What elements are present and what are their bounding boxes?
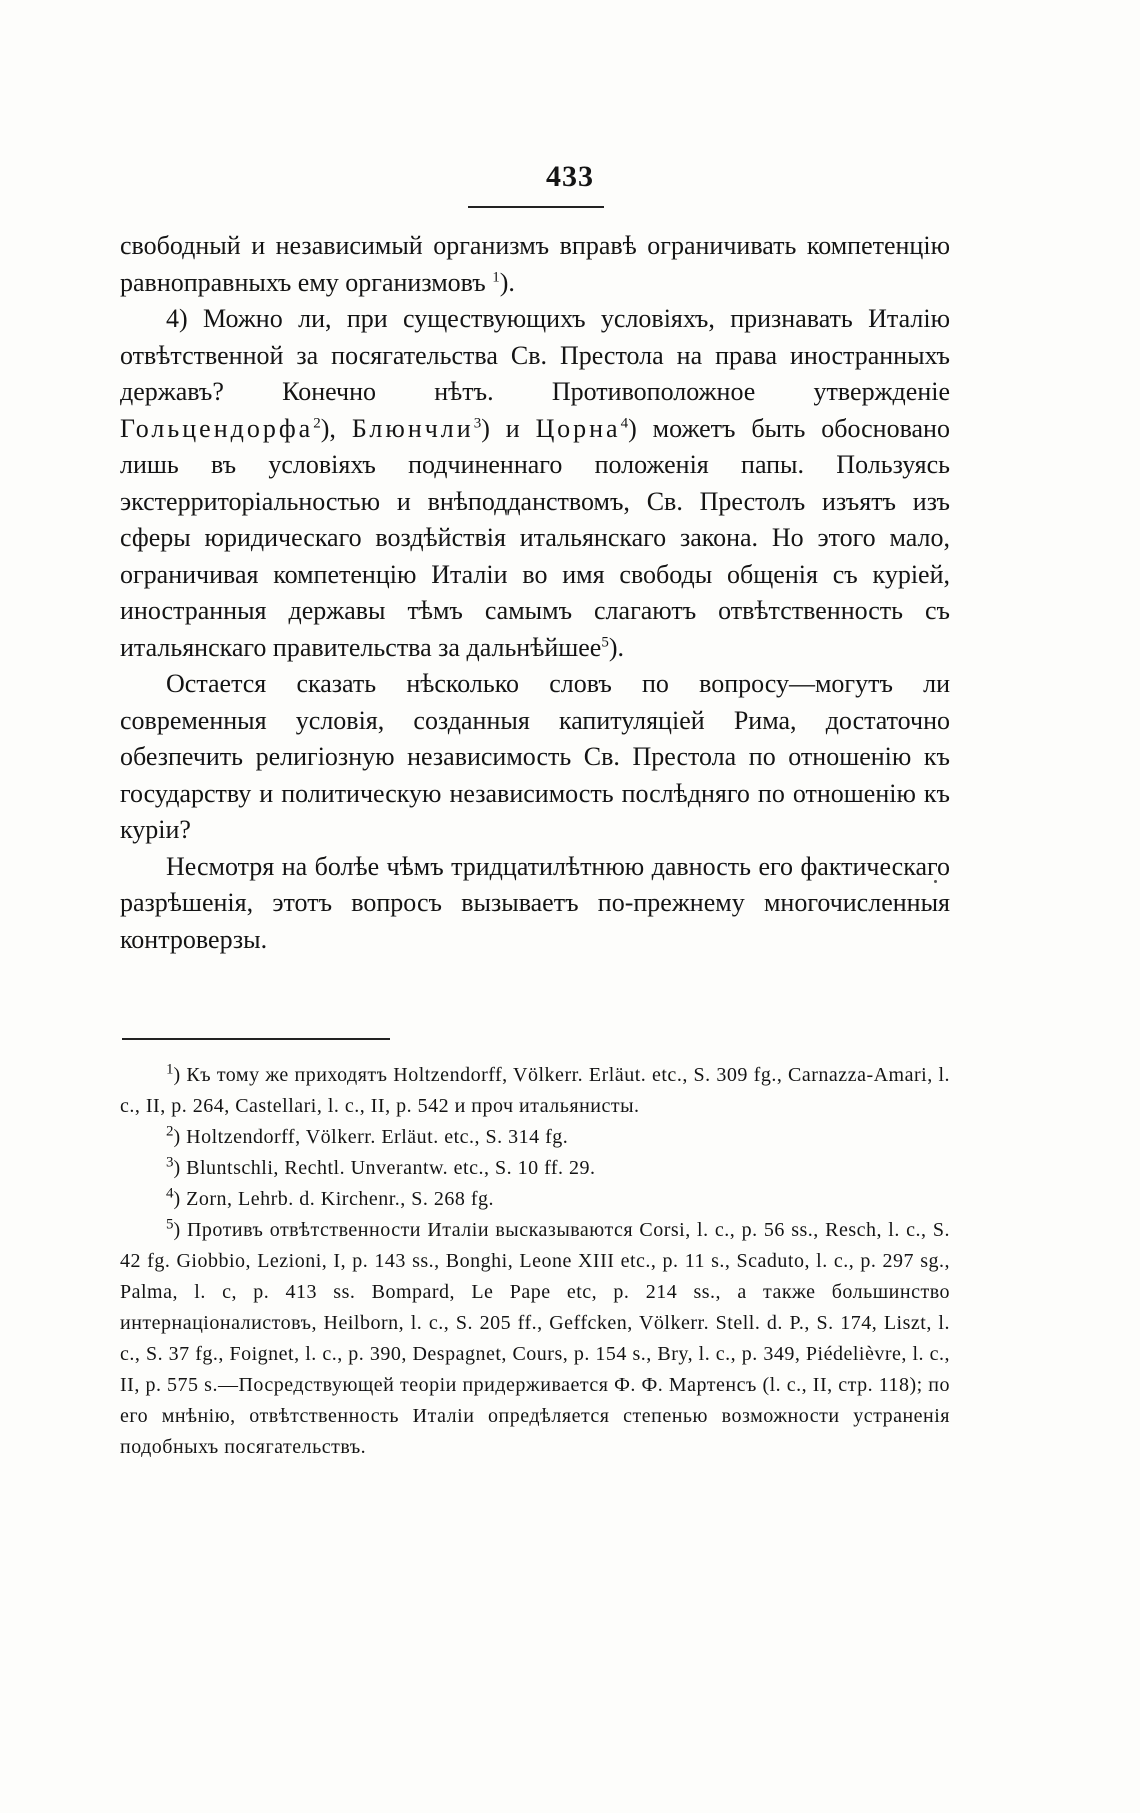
paragraph-1-text: свободный и независимый организмъ вправѣ ограничивать компетенцію равноправныхъ ему организмовъ bbox=[120, 231, 950, 297]
paragraph-2-text-d: ) можетъ быть обосновано лишь въ условіяхъ подчиненнаго положенія папы. Пользуясь экстерриторіальностью и внѣподданствомъ, Св. Престолъ изъятъ изъ сферы юридическаго воздѣйствія итальянскаго закона. Но этого мало, ограничивая компетенцію Италіи во имя свободы общенія съ куріей, иностранныя державы тѣмъ самымъ слагаютъ отвѣтственность съ итальянскаго правительства за дальнѣйшее bbox=[120, 413, 950, 662]
footnote-text-2: ) Holtzendorff, Völkerr. Erläut. etc., S. 314 fg. bbox=[173, 1126, 569, 1148]
footnote-number-4: 4 bbox=[166, 1185, 174, 1202]
footnote-ref-4: 4 bbox=[620, 414, 629, 431]
footnote-1 bbox=[120, 1060, 950, 1122]
footnote-text-4: ) Zorn, Lehrb. d. Kirchenr., S. 268 fg. bbox=[173, 1188, 495, 1210]
footnote-ref-3: 3 bbox=[473, 414, 482, 431]
paragraph-2-text-e: ). bbox=[608, 632, 625, 662]
paragraph-1 bbox=[120, 228, 950, 301]
footnote-number-3: 3 bbox=[166, 1154, 174, 1171]
footnote-5 bbox=[120, 1215, 950, 1463]
footnote-4 bbox=[120, 1184, 950, 1215]
footnote-number-1: 1 bbox=[166, 1061, 174, 1078]
footnote-ref-5: 5 bbox=[601, 633, 609, 650]
footnotes bbox=[120, 1060, 950, 1463]
footnote-2 bbox=[120, 1122, 950, 1153]
footnote-text-1: ) Къ тому же приходятъ Holtzendorff, Völkerr. Erläut. etc., S. 309 fg., Carnazza-Amari, l. c., II, p. 264, Castellari, l. c., II, p. 542 и проч итальянисты. bbox=[120, 1064, 950, 1117]
paragraph-3: Остается сказать нѣсколько словъ по вопросу—могутъ ли современныя условія, созданныя капитуляціей Рима, достаточно обезпечить религіозную независимость Св. Престола по отношенію къ государству и политическую независимость послѣдняго по отношенію къ куріи? bbox=[120, 669, 950, 844]
footnote-3 bbox=[120, 1153, 950, 1184]
paragraph-2-text-a: 4) Можно ли, при существующихъ условіяхъ, признавать Италію отвѣтственной за посягательства Св. Престола на права иностранныхъ державъ? Конечно нѣтъ. Противоположное утвержденіе bbox=[120, 304, 950, 406]
page-number: 433 bbox=[546, 160, 594, 193]
author-name-bluntschli: Блюнчли bbox=[351, 413, 474, 443]
paragraph-2-text-c: ) и bbox=[481, 413, 536, 443]
footnote-text-5: ) Противъ отвѣтственности Италіи высказываются Corsi, l. c., p. 56 ss., Resch, l. c., S. 42 fg. Giobbio, Lezioni, I, p. 143 ss., Bonghi, Leone XIII etc., p. 11 s., Scaduto, l. c., p. 297 sg., Palma, l. c, p. 413 ss. Bompard, Le Pape etc, p. 214 ss., а также большинство интернаціоналистовъ, Heilborn, l. c., S. 205 ff., Geffcken, Völkerr. Stell. d. P., S. 174, Liszt, l. c., S. 37 fg., Foignet, l. c., p. 390, Despagnet, Cours, p. 154 s., Bry, l. c., p. 349, Piédelièvre, l. c., II, p. 575 s.—Посредствующей теоріи придерживается Ф. Ф. Мартенсъ (l. c., II, стр. 118); по его мнѣнію, отвѣтственность Италіи опредѣляется степенью возможности устраненія подобныхъ посягательствъ. bbox=[120, 1219, 950, 1458]
footnote-ref-1: 1 bbox=[492, 268, 500, 285]
paragraph-2 bbox=[120, 301, 950, 666]
paragraph-1-end: ). bbox=[499, 267, 515, 297]
footnote-number-2: 2 bbox=[166, 1123, 174, 1140]
author-name-holtzendorff: Гольцендорфа bbox=[120, 413, 314, 443]
print-speck bbox=[934, 880, 937, 883]
footnote-text-3: ) Bluntschli, Rechtl. Unverantw. etc., S. 10 ff. 29. bbox=[173, 1157, 596, 1179]
footnote-separator bbox=[122, 1038, 390, 1040]
paragraph-2-text-b: ), bbox=[320, 413, 352, 443]
footnote-ref-2: 2 bbox=[313, 414, 321, 431]
author-name-zorn: Цорна bbox=[535, 413, 621, 443]
main-text bbox=[120, 228, 950, 958]
footnote-number-5: 5 bbox=[166, 1216, 174, 1233]
page-number-underline bbox=[468, 206, 604, 208]
paragraph-4: Несмотря на болѣе чѣмъ тридцатилѣтнюю давность его фактическаго разрѣшенія, этотъ вопросъ вызываетъ по-прежнему многочисленныя контроверзы. bbox=[120, 851, 950, 954]
